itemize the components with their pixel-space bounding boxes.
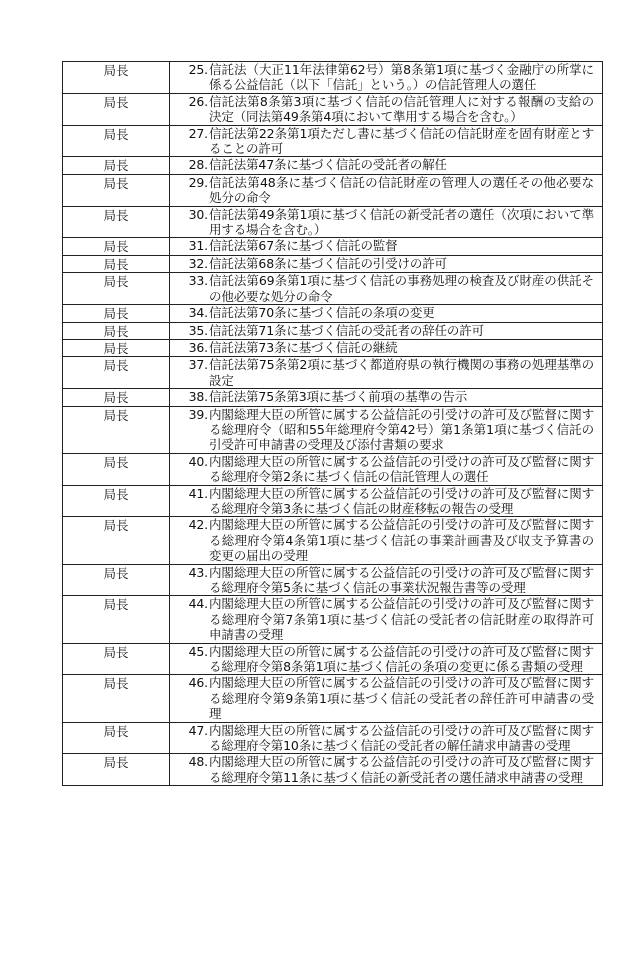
item-content (170, 94, 594, 125)
item-number: 38. (188, 389, 208, 405)
item-text: 信託法第49条第1項に基づく信託の新受託者の選任（次項において準用する場合を含む。） (209, 206, 594, 238)
table-row (63, 157, 603, 174)
item-content (170, 305, 594, 320)
item-number: 33. (188, 273, 208, 289)
item-content (170, 157, 594, 172)
item-number: 25. (188, 62, 208, 77)
item-text: 信託法第8条第3項に基づく信託の信託管理人に対する報酬の支給の決定（同法第49条第4項において準用する場合を含む。） (209, 93, 594, 125)
item-number: 36. (188, 339, 208, 355)
table-row (63, 722, 603, 754)
item-cell (170, 453, 603, 485)
item-text: 信託法第70条に基づく信託の条項の変更 (209, 305, 435, 321)
item-cell (170, 722, 603, 754)
authority-cell: 局長 (63, 62, 170, 94)
table-row (63, 675, 603, 722)
item-number: 48. (188, 754, 208, 770)
table-row (63, 174, 603, 206)
authority-cell: 局長 (63, 339, 170, 356)
table-row (63, 564, 603, 596)
table-row (63, 125, 603, 157)
item-content (170, 126, 594, 157)
table-row (63, 322, 603, 339)
item-number: 35. (188, 322, 208, 338)
item-text: 信託法第71条に基づく信託の受託者の辞任の許可 (209, 322, 484, 338)
item-text: 信託法第47条に基づく信託の受託者の解任 (209, 157, 447, 173)
authority-cell: 局長 (63, 305, 170, 322)
item-text: 内閣総理大臣の所管に属する公益信託の引受けの許可及び監督に関する総理府令第11条に基づく信託の新受託者の選任請求申請書の受理 (209, 754, 594, 785)
item-text: 信託法第22条第1項ただし書に基づく信託の信託財産を固有財産とすることの許可 (209, 125, 594, 157)
item-number: 41. (188, 485, 208, 501)
item-number: 28. (188, 157, 208, 173)
item-content (170, 323, 594, 338)
authority-cell: 局長 (63, 174, 170, 206)
item-cell (170, 754, 603, 786)
item-content (170, 357, 594, 388)
item-cell (170, 406, 603, 453)
item-cell (170, 174, 603, 206)
item-text: 信託法第68条に基づく信託の引受けの許可 (209, 255, 447, 271)
item-number: 34. (188, 305, 208, 321)
authority-cell: 局長 (63, 206, 170, 238)
item-cell (170, 485, 603, 517)
item-content (170, 389, 594, 404)
item-text: 内閣総理大臣の所管に属する公益信託の引受けの許可及び監督に関する総理府令第3条に基づく信託の財産移転の報告の受理 (209, 485, 594, 516)
item-text: 内閣総理大臣の所管に属する公益信託の引受けの許可及び監督に関する総理府令第5条に基づく信託の事業状況報告書等の受理 (209, 564, 594, 595)
table-row (63, 596, 603, 643)
table-row (63, 453, 603, 485)
authority-cell: 局長 (63, 322, 170, 339)
item-cell (170, 517, 603, 564)
item-number: 45. (188, 643, 208, 659)
item-content (170, 675, 594, 721)
item-cell (170, 62, 603, 94)
authority-cell: 局長 (63, 485, 170, 517)
authority-cell: 局長 (63, 453, 170, 485)
item-content (170, 454, 594, 485)
authority-cell: 局長 (63, 722, 170, 754)
item-cell (170, 255, 603, 272)
table-row (63, 93, 603, 125)
item-number: 32. (188, 255, 208, 271)
authority-cell: 局長 (63, 564, 170, 596)
item-content (170, 340, 594, 355)
item-text: 信託法第48条に基づく信託の信託財産の管理人の選任その他必要な処分の命令 (209, 174, 594, 206)
item-content (170, 565, 594, 596)
item-text: 内閣総理大臣の所管に属する公益信託の引受けの許可及び監督に関する総理府令（昭和55年総理府令第42号）第1条第1項に基づく信託の引受許可申請書の受理及び添付書類の要求 (209, 406, 594, 453)
authority-cell: 局長 (63, 273, 170, 305)
item-number: 43. (188, 564, 208, 580)
table-row (63, 62, 603, 94)
item-cell (170, 273, 603, 305)
item-text: 信託法第73条に基づく信託の継続 (209, 339, 398, 355)
item-text: 内閣総理大臣の所管に属する公益信託の引受けの許可及び監督に関する総理府令第8条第1項に基づく信託の条項の変更に係る書類の受理 (209, 643, 594, 675)
item-cell (170, 322, 603, 339)
item-content (170, 62, 594, 93)
item-number: 31. (188, 238, 208, 254)
item-cell (170, 206, 603, 238)
item-text: 信託法第69条第1項に基づく信託の事務処理の検査及び財産の供託その他必要な処分の命令 (209, 273, 594, 304)
item-number: 30. (188, 206, 208, 222)
item-text: 内閣総理大臣の所管に属する公益信託の引受けの許可及び監督に関する総理府令第9条第1項に基づく信託の受託者の辞任許可申請書の受理 (209, 675, 594, 722)
item-cell (170, 564, 603, 596)
authority-cell: 局長 (63, 596, 170, 643)
item-number: 29. (188, 174, 208, 190)
item-cell (170, 93, 603, 125)
item-content (170, 486, 594, 517)
table-row (63, 406, 603, 453)
table-row (63, 238, 603, 255)
authority-cell: 局長 (63, 517, 170, 564)
item-cell (170, 675, 603, 722)
item-number: 40. (188, 453, 208, 469)
item-number: 27. (188, 125, 208, 141)
item-number: 39. (188, 406, 208, 422)
delegation-table-page (62, 61, 603, 786)
authority-cell: 局長 (63, 754, 170, 786)
item-content (170, 256, 594, 271)
authority-cell: 局長 (63, 157, 170, 174)
item-text: 内閣総理大臣の所管に属する公益信託の引受けの許可及び監督に関する総理府令第10条に基づく信託の受託者の解任請求申請書の受理 (209, 722, 594, 754)
authority-cell: 局長 (63, 125, 170, 157)
item-text: 内閣総理大臣の所管に属する公益信託の引受けの許可及び監督に関する総理府令第4条第1項に基づく信託の事業計画書及び収支予算書の変更の届出の受理 (209, 517, 594, 564)
item-cell (170, 305, 603, 322)
table-row (63, 389, 603, 406)
item-content (170, 596, 594, 642)
item-number: 26. (188, 93, 208, 109)
table-row (63, 305, 603, 322)
item-content (170, 207, 594, 238)
item-text: 信託法第75条第2項に基づく都道府県の執行機関の事務の処理基準の設定 (209, 357, 594, 388)
item-number: 42. (188, 517, 208, 533)
item-number: 46. (188, 675, 208, 691)
authority-cell: 局長 (63, 238, 170, 255)
item-content (170, 644, 594, 675)
item-content (170, 238, 594, 253)
item-content (170, 175, 594, 206)
item-cell (170, 125, 603, 157)
item-content (170, 273, 594, 304)
table-row (63, 206, 603, 238)
item-text: 信託法（大正11年法律第62号）第8条第1項に基づく金融庁の所掌に係る公益信託（以下「信託」という。）の信託管理人の選任 (209, 62, 594, 93)
delegation-table (62, 61, 603, 786)
item-text: 信託法第67条に基づく信託の監督 (209, 238, 398, 254)
item-cell (170, 643, 603, 675)
item-content (170, 754, 594, 785)
item-content (170, 723, 594, 754)
authority-cell: 局長 (63, 389, 170, 406)
table-row (63, 357, 603, 389)
authority-cell: 局長 (63, 255, 170, 272)
item-cell (170, 157, 603, 174)
authority-cell: 局長 (63, 675, 170, 722)
item-text: 内閣総理大臣の所管に属する公益信託の引受けの許可及び監督に関する総理府令第7条第1項に基づく信託の受託者の信託財産の取得許可申請書の受理 (209, 596, 594, 643)
item-content (170, 517, 594, 563)
item-number: 47. (188, 722, 208, 738)
authority-cell: 局長 (63, 643, 170, 675)
item-cell (170, 339, 603, 356)
table-row (63, 273, 603, 305)
table-row (63, 339, 603, 356)
table-row (63, 255, 603, 272)
item-number: 44. (188, 596, 208, 612)
table-row (63, 643, 603, 675)
table-row (63, 754, 603, 786)
item-number: 37. (188, 357, 208, 373)
table-row (63, 485, 603, 517)
item-cell (170, 238, 603, 255)
item-text: 内閣総理大臣の所管に属する公益信託の引受けの許可及び監督に関する総理府令第2条に基づく信託の信託管理人の選任 (209, 453, 594, 485)
authority-cell: 局長 (63, 406, 170, 453)
item-content (170, 407, 594, 453)
authority-cell: 局長 (63, 93, 170, 125)
item-cell (170, 357, 603, 389)
table-row (63, 517, 603, 564)
item-cell (170, 596, 603, 643)
item-text: 信託法第75条第3項に基づく前項の基準の告示 (209, 389, 468, 405)
delegation-table-body (63, 62, 603, 786)
authority-cell: 局長 (63, 357, 170, 389)
item-cell (170, 389, 603, 406)
